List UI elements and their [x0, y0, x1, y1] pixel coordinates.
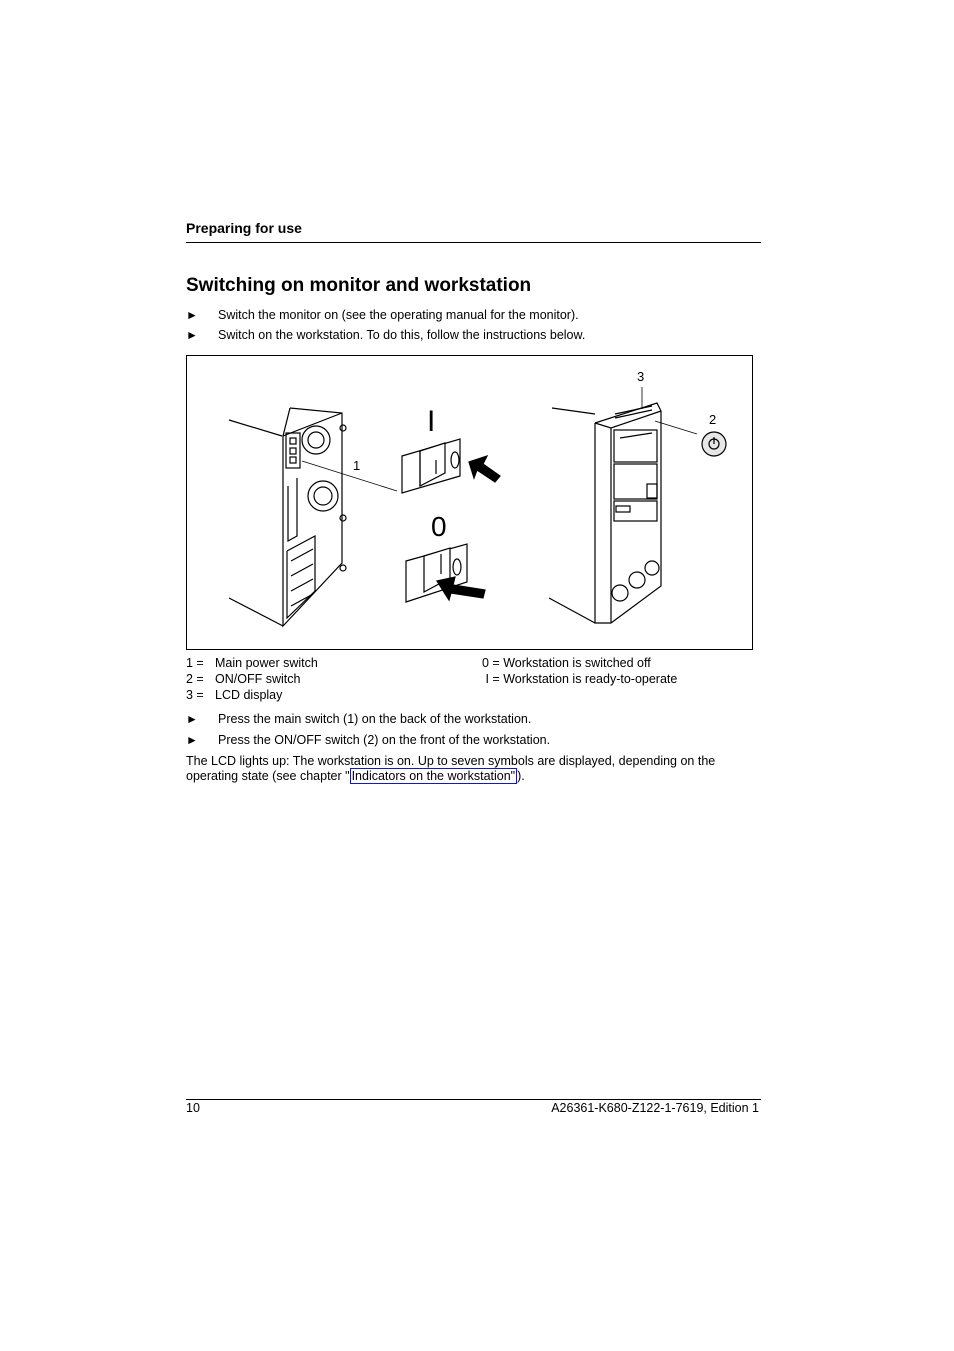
running-header: Preparing for use [186, 220, 302, 236]
footer-rule [186, 1099, 761, 1100]
rear-tower-drawing [229, 408, 397, 626]
section-title: Switching on monitor and workstation [186, 275, 532, 296]
step-workstation-on [186, 328, 585, 342]
step-monitor-on [186, 308, 579, 322]
workstation-illustration [187, 356, 754, 651]
step-text: Press the main switch (1) on the back of the workstation. [218, 712, 532, 726]
bullet-arrow-icon: ► [186, 308, 198, 322]
rocker-switch-off-drawing [406, 544, 485, 602]
paragraph-text: The LCD lights up: The workstation is on. Up to seven symbols are displayed, depending on the operating state (see chapter " [186, 754, 716, 783]
legend-text: Main power switch [215, 656, 318, 670]
rocker-switch-on-drawing [402, 439, 500, 493]
legend-number: 2 = [186, 672, 204, 686]
callout-1-label: 1 [353, 458, 361, 473]
indicators-cross-reference-link[interactable]: Indicators on the workstation" [351, 769, 516, 783]
legend-item-1 [186, 656, 318, 670]
bullet-arrow-icon: ► [186, 733, 198, 747]
callout-3-label: 3 [637, 369, 645, 384]
legend-state-on: I = Workstation is ready-to-operate [482, 672, 678, 686]
bullet-arrow-icon: ► [186, 328, 198, 342]
figure-switches [186, 355, 753, 650]
switch-on-symbol: I [427, 405, 436, 438]
page-number: 10 [186, 1101, 200, 1115]
lcd-paragraph [186, 754, 756, 784]
front-tower-drawing [549, 387, 726, 623]
step-text: Switch the monitor on (see the operating manual for the monitor). [218, 308, 579, 322]
step-main-switch [186, 712, 531, 726]
legend-number: 3 = [186, 688, 204, 702]
legend-text: LCD display [215, 688, 283, 702]
legend-number: 1 = [186, 656, 204, 670]
switch-off-symbol: 0 [431, 511, 447, 542]
step-onoff-switch [186, 733, 550, 747]
bullet-arrow-icon: ► [186, 712, 198, 726]
document-id: A26361-K680-Z122-1-7619, Edition 1 [551, 1101, 759, 1115]
legend-item-3 [186, 688, 282, 702]
legend-text: ON/OFF switch [215, 672, 301, 686]
header-rule [186, 242, 761, 243]
legend-state-off: 0 = Workstation is switched off [482, 656, 651, 670]
step-text: Press the ON/OFF switch (2) on the front of the workstation. [218, 733, 551, 747]
callout-2-label: 2 [709, 412, 717, 427]
paragraph-text-end: ). [517, 769, 525, 783]
step-text: Switch on the workstation. To do this, follow the instructions below. [218, 328, 586, 342]
legend-item-2 [186, 672, 300, 686]
